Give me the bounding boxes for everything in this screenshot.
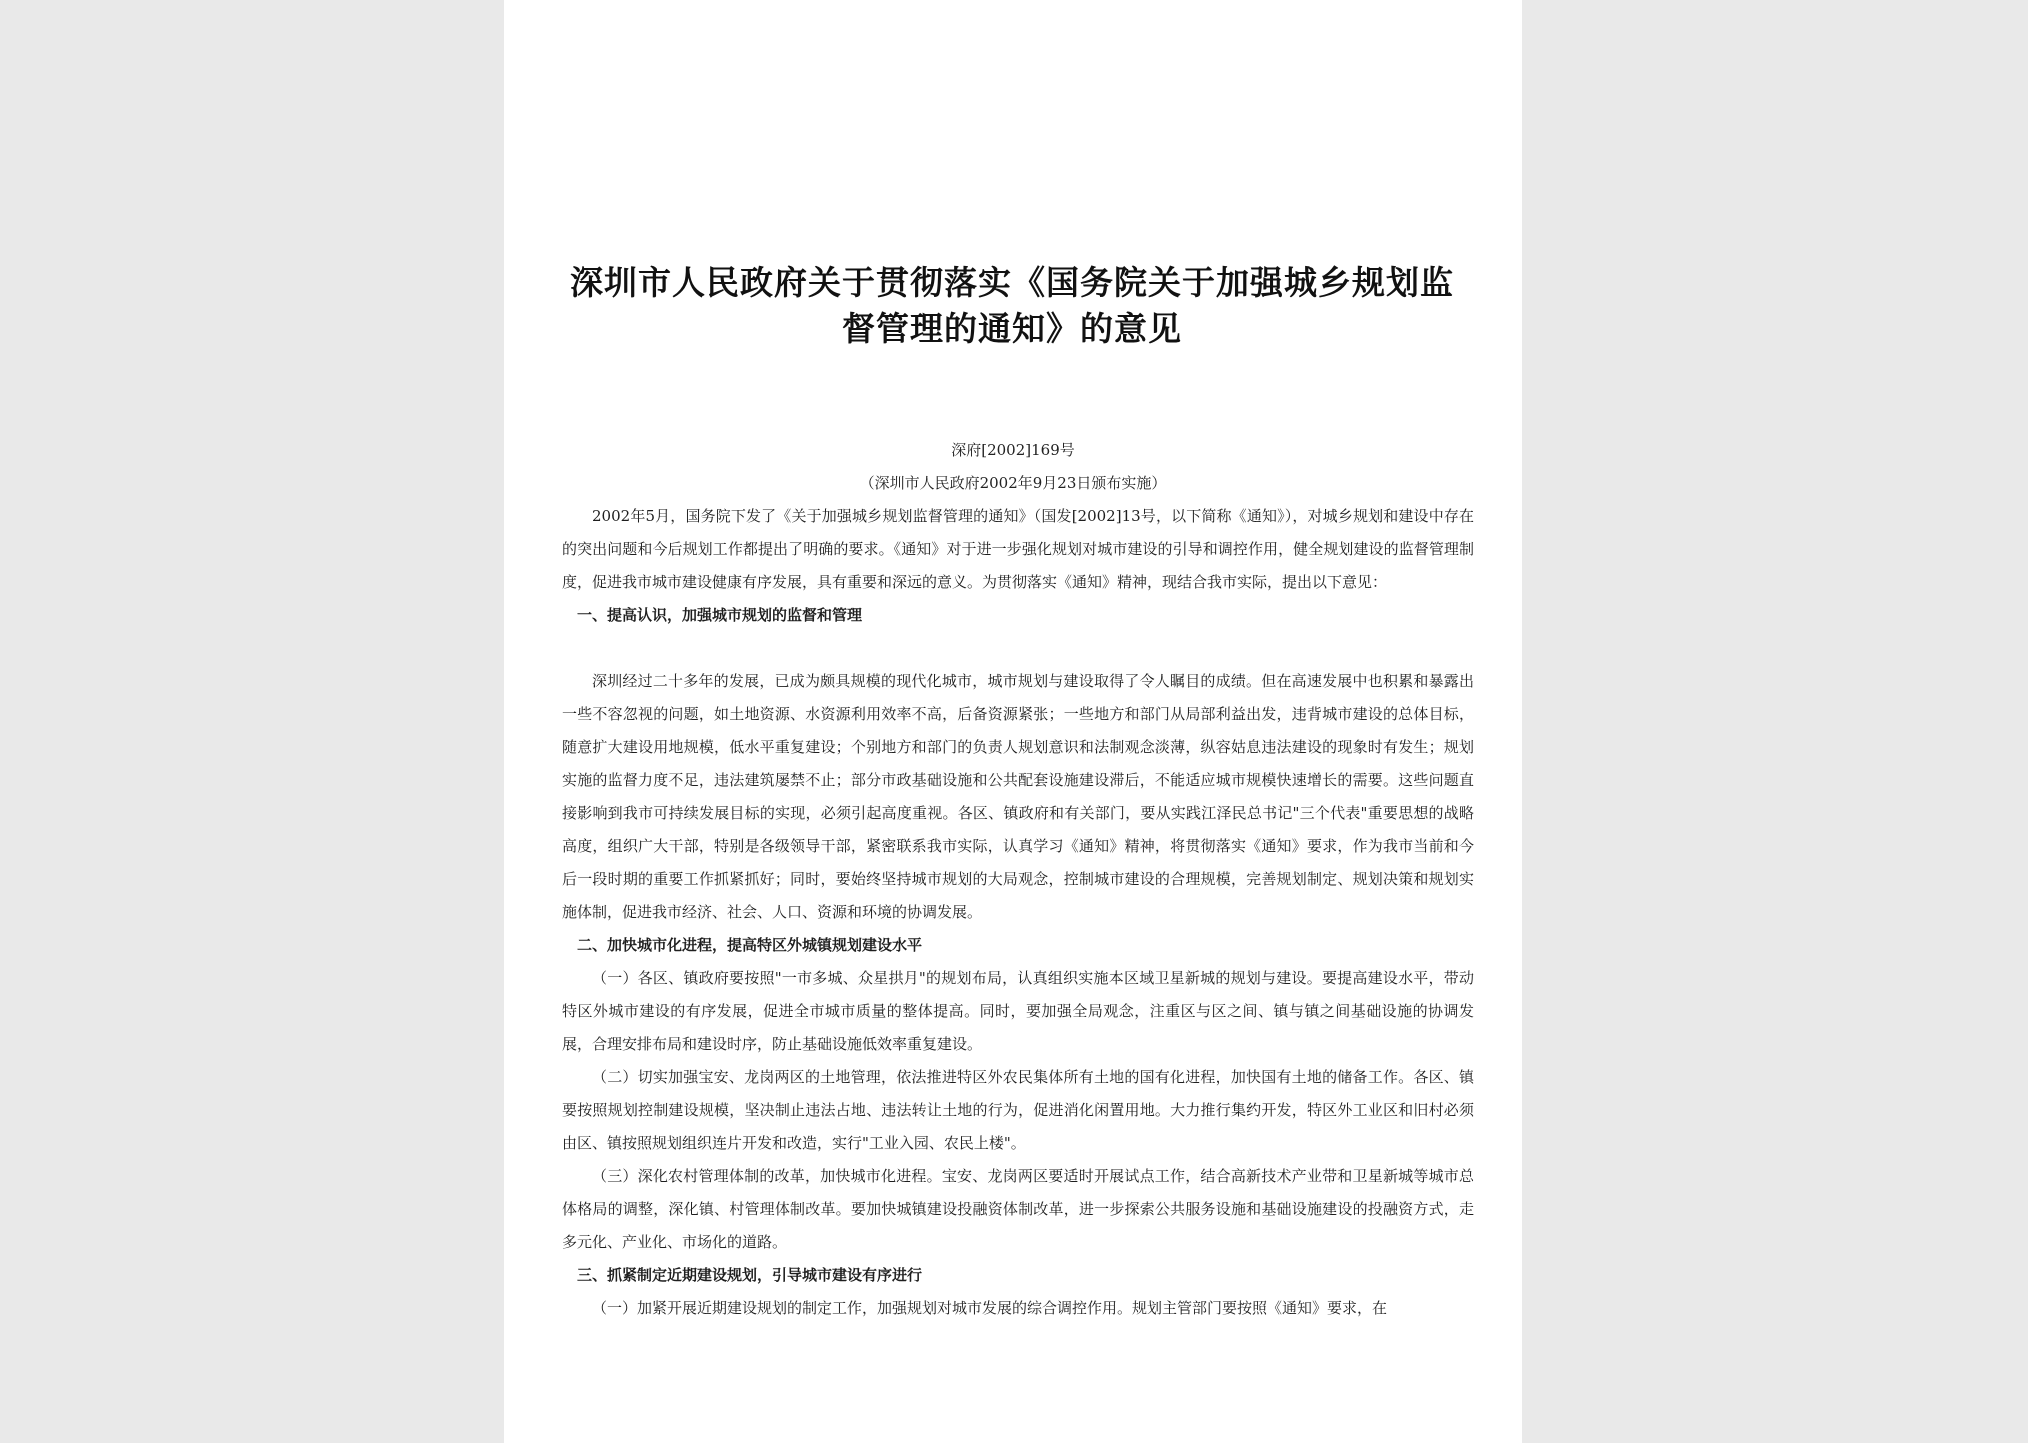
intro-paragraph: 2002年5月，国务院下发了《关于加强城乡规划监督管理的通知》（国发[2002]13号，以下简称《通知》），对城乡规划和建设中存在的突出问题和今后规划工作都提出了明确的要求。《通知》对于进一步强化规划对城市建设的引导和调控作用，健全规划建设的监督管理制度，促进我市城市建设健康有序发展，具有重要和深远的意义。为贯彻落实《通知》精神，现结合我市实际，提出以下意见： (562, 507, 1474, 591)
section-2-paragraph-1: （一）各区、镇政府要按照"一市多城、众星拱月"的规划布局，认真组织实施本区域卫星新城的规划与建设。要提高建设水平，带动特区外城市建设的有序发展，促进全市城市质量的整体提高。同时，要加强全局观念，注重区与区之间、镇与镇之间基础设施的协调发展，合理安排布局和建设时序，防止基础设施低效率重复建设。 (562, 969, 1474, 1053)
enactment-note: （深圳市人民政府2002年9月23日颁布实施） (859, 474, 1167, 492)
document-number: 深府[2002]169号 (951, 441, 1075, 459)
section-3-paragraph-1: （一）加紧开展近期建设规划的制定工作，加强规划对城市发展的综合调控作用。规划主管部门要按照《通知》要求，在 (592, 1299, 1388, 1317)
document-body (562, 500, 1474, 1325)
section-2-paragraph-3: （三）深化农村管理体制的改革，加快城市化进程。宝安、龙岗两区要适时开展试点工作，结合高新技术产业带和卫星新城等城市总体格局的调整，深化镇、村管理体制改革。要加快城镇建设投融资体制改革，进一步探索公共服务设施和基础设施建设的投融资方式，走多元化、产业化、市场化的道路。 (562, 1167, 1474, 1251)
section-1-paragraph: 深圳经过二十多年的发展，已成为颇具规模的现代化城市，城市规划与建设取得了令人瞩目的成绩。但在高速发展中也积累和暴露出一些不容忽视的问题，如土地资源、水资源利用效率不高，后备资源紧张；一些地方和部门从局部利益出发，违背城市建设的总体目标，随意扩大建设用地规模，低水平重复建设；个别地方和部门的负责人规划意识和法制观念淡薄，纵容姑息违法建设的现象时有发生；规划实施的监督力度不足，违法建筑屡禁不止；部分市政基础设施和公共配套设施建设滞后，不能适应城市规模快速增长的需要。这些问题直接影响到我市可持续发展目标的实现，必须引起高度重视。各区、镇政府和有关部门，要从实践江泽民总书记"三个代表"重要思想的战略高度，组织广大干部，特别是各级领导干部，紧密联系我市实际，认真学习《通知》精神，将贯彻落实《通知》要求，作为我市当前和今后一段时期的重要工作抓紧抓好；同时，要始终坚持城市规划的大局观念，控制城市建设的合理规模，完善规划制定、规划决策和规划实施体制，促进我市经济、社会、人口、资源和环境的协调发展。 (562, 672, 1474, 921)
section-heading-2: 二、加快城市化进程，提高特区外城镇规划建设水平 (577, 936, 923, 954)
document-title: 深圳市人民政府关于贯彻落实《国务院关于加强城乡规划监督管理的通知》的意见 (570, 263, 1454, 348)
section-gap (562, 632, 1474, 665)
section-2-paragraph-2: （二）切实加强宝安、龙岗两区的土地管理，依法推进特区外农民集体所有土地的国有化进程，加快国有土地的储备工作。各区、镇要按照规划控制建设规模，坚决制止违法占地、违法转让土地的行为，促进消化闲置用地。大力推行集约开发，特区外工业区和旧村必须由区、镇按照规划组织连片开发和改造，实行"工业入园、农民上楼"。 (562, 1068, 1474, 1152)
section-heading-1: 一、提高认识，加强城市规划的监督和管理 (577, 606, 863, 624)
document-page (504, 0, 1522, 1443)
section-heading-3: 三、抓紧制定近期建设规划，引导城市建设有序进行 (577, 1266, 923, 1284)
